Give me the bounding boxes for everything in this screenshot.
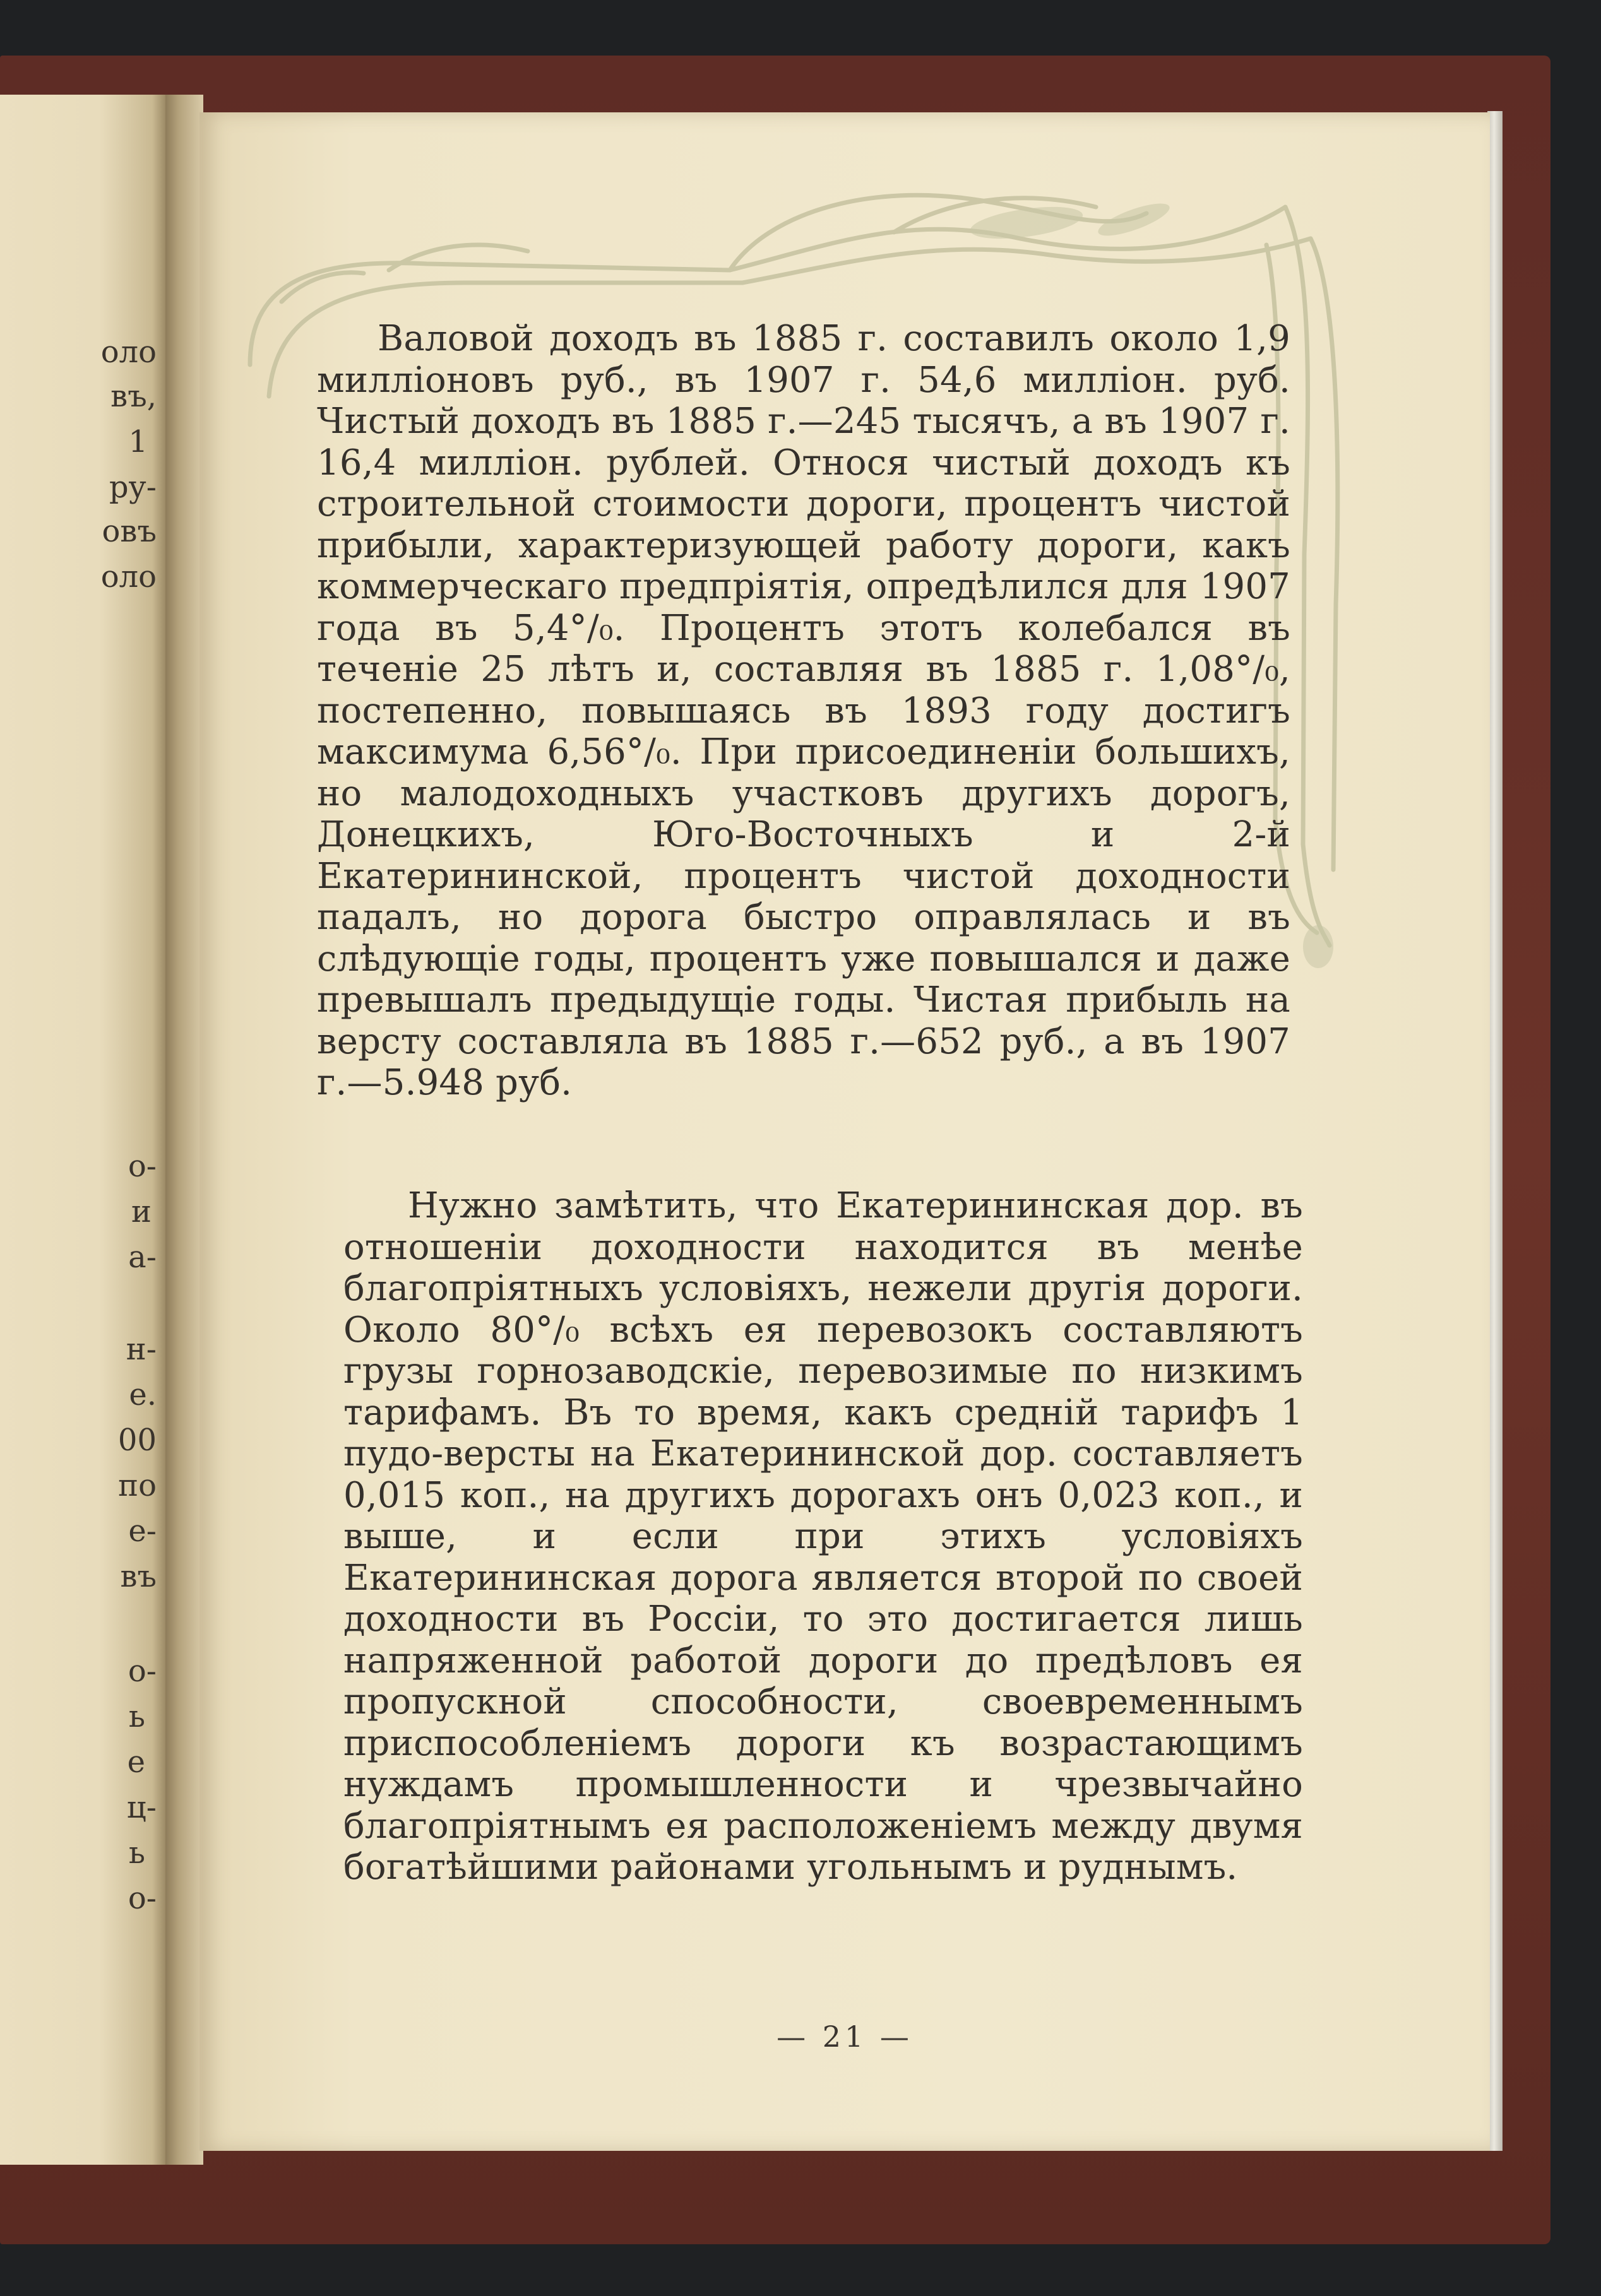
paragraph-tariffs: Нужно замѣтить, что Екатерининская дор. въ отношеніи доходности находится въ менѣе благопріятныхъ условіяхъ, нежели другія дороги. Около 80°/₀ всѣхъ ея перевозокъ составляютъ грузы горнозаводскіе, перевозимые по низкимъ тарифамъ. Въ то время, какъ средній тарифъ 1 пудо-версты на Екатерининской дор. составляетъ 0,015 коп., на другихъ дорогахъ онъ 0,023 коп., и выше, и если при этихъ условіяхъ Екатерининская дорога является второй по своей доходности въ Россіи, то это достигается лишь напряженной работой дороги до предѣловъ ея пропускной способности, своевременнымъ приспособленіемъ дороги къ возрастающимъ нуждамъ промышленности и чрезвычайно благопріятнымъ ея расположеніемъ между двумя богатѣйшими районами угольнымъ и руднымъ.: [343, 1185, 1303, 1888]
book-gutter: [165, 95, 203, 2165]
left-fragment: овъ: [102, 514, 157, 549]
left-fragment: оло: [100, 334, 157, 370]
left-fragment: и: [131, 1194, 152, 1229]
left-fragment: е-: [128, 1513, 157, 1549]
left-fragment: о-: [128, 1654, 157, 1689]
paragraph-revenue: Валовой доходъ въ 1885 г. составилъ около 1,9 милліоновъ руб., въ 1907 г. 54,6 милліон. руб. Чистый доходъ въ 1885 г.—245 тысячъ, а въ 1907 г. 16,4 милліон. рублей. Относя чистый доходъ къ строительной стоимости дороги, процентъ чистой прибыли, характеризующей работу дороги, какъ коммерческаго предпріятія, опредѣлился для 1907 года въ 5,4°/₀. Процентъ этотъ колебался въ теченіе 25 лѣтъ и, составляя въ 1885 г. 1,08°/₀, постепенно, повышаясь въ 1893 году достигъ максимума 6,56°/₀. При присоединеніи большихъ, но малодоходныхъ участковъ другихъ дорогъ, Донецкихъ, Юго-Восточныхъ и 2-й Екатерининской, процентъ чистой доходности падалъ, но дорога быстро оправлялась и въ слѣдующіе годы, процентъ уже повышался и даже превышалъ предыдущіе годы. Чистая прибыль на версту составляла въ 1885 г.—652 руб., а въ 1907 г.—5.948 руб.: [317, 318, 1290, 1104]
left-fragment: ру-: [109, 470, 157, 505]
left-fragment: н-: [126, 1332, 157, 1367]
left-fragment: ь: [128, 1835, 145, 1871]
left-fragment: 1: [128, 424, 148, 459]
left-fragment: по: [118, 1468, 157, 1503]
left-fragment: о-: [128, 1881, 157, 1916]
left-fragment: 00: [117, 1423, 157, 1458]
left-fragment: е: [127, 1744, 145, 1780]
left-fragment: въ: [120, 1559, 157, 1594]
right-page: [199, 112, 1490, 2151]
left-fragment: о-: [128, 1149, 157, 1184]
page-number: — 21 —: [777, 2020, 913, 2054]
left-page: [0, 95, 165, 2165]
left-fragment: ц-: [126, 1790, 157, 1825]
left-fragment: оло: [100, 559, 157, 595]
left-fragment: е.: [129, 1377, 157, 1412]
left-fragment: ь: [128, 1699, 145, 1734]
left-fragment: а-: [128, 1240, 157, 1275]
left-page-text-fragments: [0, 95, 157, 2165]
left-fragment: въ,: [110, 379, 157, 414]
